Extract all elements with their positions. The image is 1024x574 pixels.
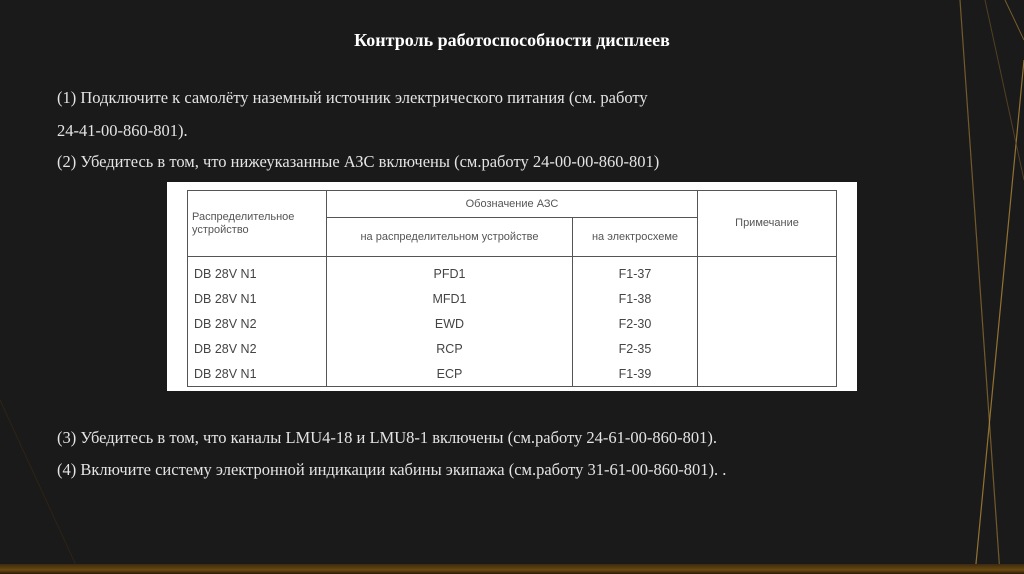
cell-device: DB 28V N1	[188, 257, 327, 287]
cell-on-device: ECP	[327, 361, 573, 387]
cell-device: DB 28V N1	[188, 286, 327, 311]
bottom-accent-bar	[0, 564, 1024, 574]
cell-on-scheme: F1-37	[572, 257, 697, 287]
step-3: (3) Убедитесь в том, что каналы LMU4-18 и LMU8-1 включены (см.работу 24-61-00-860-801).	[57, 428, 717, 447]
cell-note	[698, 286, 837, 311]
table-row	[188, 311, 837, 336]
slide-title: Контроль работоспособности дисплеев	[354, 30, 670, 50]
cell-on-device: PFD1	[327, 257, 573, 287]
cell-on-scheme: F1-38	[572, 286, 697, 311]
circuit-breaker-table-image	[167, 182, 857, 391]
header-on-device: на распределительном устройстве	[327, 218, 573, 257]
step-4: (4) Включите систему электронной индикации кабины экипажа (см.работу 31-61-00-860-801). .	[57, 460, 727, 479]
cell-note	[698, 361, 837, 387]
table-row	[188, 257, 837, 287]
cell-on-device: RCP	[327, 336, 573, 361]
table-row	[188, 286, 837, 311]
header-device: Распределительное устройство	[188, 191, 327, 257]
cell-device: DB 28V N2	[188, 336, 327, 361]
cell-on-scheme: F2-30	[572, 311, 697, 336]
header-note: Примечание	[698, 191, 837, 257]
header-azs-group: Обозначение АЗС	[327, 191, 698, 218]
step-1-line-1: (1) Подключите к самолёту наземный источник электрического питания (см. работу	[57, 88, 648, 107]
circuit-breaker-table	[187, 190, 837, 387]
cell-on-device: EWD	[327, 311, 573, 336]
cell-on-scheme: F1-39	[572, 361, 697, 387]
cell-device: DB 28V N2	[188, 311, 327, 336]
cell-note	[698, 336, 837, 361]
cell-device: DB 28V N1	[188, 361, 327, 387]
cell-on-scheme: F2-35	[572, 336, 697, 361]
step-2: (2) Убедитесь в том, что нижеуказанные АЗС включены (см.работу 24-00-00-860-801)	[57, 152, 660, 171]
table-row	[188, 361, 837, 387]
cell-on-device: MFD1	[327, 286, 573, 311]
cell-note	[698, 311, 837, 336]
cell-note	[698, 257, 837, 287]
header-on-scheme: на электросхеме	[572, 218, 697, 257]
table-row	[188, 336, 837, 361]
step-1-line-2: 24-41-00-860-801).	[57, 121, 188, 140]
